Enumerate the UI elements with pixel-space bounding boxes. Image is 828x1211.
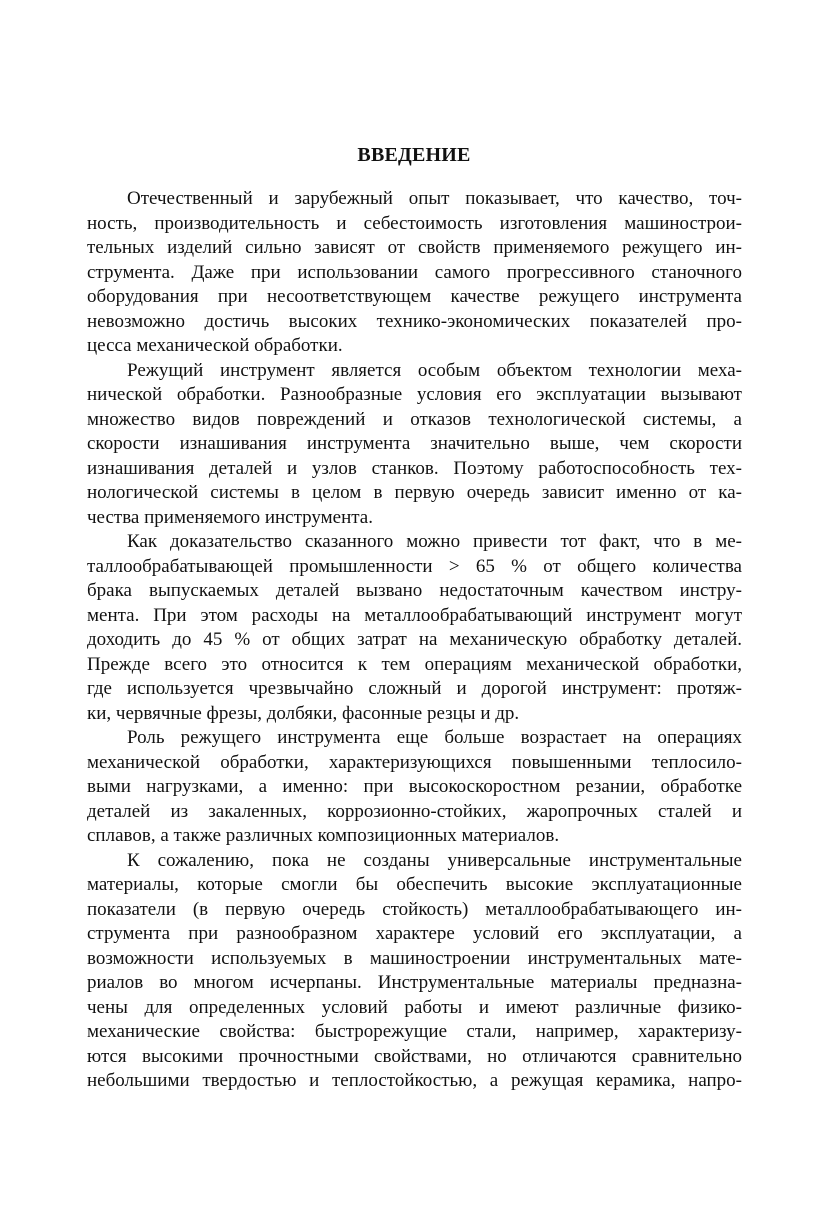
text-line: невозможно достичь высоких технико-экономических показателей про- xyxy=(87,310,742,332)
text-line: материалы, которые смогли бы обеспечить высокие эксплуатационные xyxy=(87,874,742,895)
text-line: ются высокими прочностными свойствами, но отличаются сравнительно xyxy=(87,1045,742,1067)
text-line: множество видов повреждений и отказов технологической системы, а xyxy=(87,408,742,430)
text-line: нологической системы в целом в первую очередь зависит именно от ка- xyxy=(87,482,742,503)
text-line: Отечественный и зарубежный опыт показывает, что качество, точ- xyxy=(127,188,742,209)
text-line: ность, производительность и себестоимость изготовления машинострои- xyxy=(87,212,742,234)
text-line: таллообрабатывающей промышленности > 65 % от общего количества xyxy=(87,555,742,577)
text-line: Режущий инструмент является особым объектом технологии меха- xyxy=(127,359,742,381)
text-line: нической обработки. Разнообразные условия его эксплуатации вызывают xyxy=(87,384,742,405)
paragraph xyxy=(87,530,742,726)
paragraph xyxy=(87,187,742,359)
text-line: деталей из закаленных, коррозионно-стойких, жаропрочных сталей и xyxy=(87,800,742,822)
paragraph xyxy=(87,726,742,849)
text-line: К сожалению, пока не созданы универсальные инструментальные xyxy=(127,849,742,871)
text-line: риалов во многом исчерпаны. Инструментальные материалы предназна- xyxy=(87,972,742,993)
text-line: скорости изнашивания инструмента значительно выше, чем скорости xyxy=(87,433,742,454)
text-line: Роль режущего инструмента еще больше возрастает на операциях xyxy=(127,727,742,748)
page-title: ВВЕДЕНИЕ xyxy=(357,144,471,166)
text-line: механические свойства: быстрорежущие стали, например, характеризу- xyxy=(87,1021,742,1042)
text-line: механической обработки, характеризующихся повышенными теплосило- xyxy=(87,751,742,773)
text-line: возможности используемых в машиностроении инструментальных мате- xyxy=(87,947,742,969)
text-line: изнашивания деталей и узлов станков. Поэтому работоспособность тех- xyxy=(87,457,742,479)
text-line: чества применяемого инструмента. xyxy=(87,506,373,528)
text-line: брака выпускаемых деталей вызвано недостаточным качеством инстру- xyxy=(87,580,742,601)
text-line: Как доказательство сказанного можно привести тот факт, что в ме- xyxy=(127,531,742,552)
text-line: оборудования при несоответствующем качестве режущего инструмента xyxy=(87,286,742,307)
text-line: показатели (в первую очередь стойкость) металлообрабатывающего ин- xyxy=(87,898,742,920)
text-line: струмента при разнообразном характере условий его эксплуатации, а xyxy=(87,923,742,944)
text-line: тельных изделий сильно зависят от свойств применяемого режущего ин- xyxy=(87,237,742,258)
text-line: небольшими твердостью и теплостойкостью, а режущая керамика, напро- xyxy=(87,1070,742,1091)
paragraph xyxy=(87,359,742,531)
text-line: сплавов, а также различных композиционных материалов. xyxy=(87,825,560,846)
text-line: Прежде всего это относится к тем операциям механической обработки, xyxy=(87,653,742,675)
text-line: цесса механической обработки. xyxy=(87,335,343,356)
text-line: чены для определенных условий работы и имеют различные физико- xyxy=(87,996,742,1018)
text-line: струмента. Даже при использовании самого прогрессивного станочного xyxy=(87,261,742,283)
text-line: мента. При этом расходы на металлообрабатывающий инструмент могут xyxy=(87,604,742,626)
paragraph xyxy=(87,849,742,1094)
text-line: где используется чрезвычайно сложный и дорогой инструмент: протяж- xyxy=(87,678,742,699)
text-line: ки, червячные фрезы, долбяки, фасонные резцы и др. xyxy=(87,702,520,724)
body-text xyxy=(87,187,742,1094)
text-line: доходить до 45 % от общих затрат на механическую обработку деталей. xyxy=(87,629,742,650)
text-line: выми нагрузками, а именно: при высокоскоростном резании, обработке xyxy=(87,776,742,797)
